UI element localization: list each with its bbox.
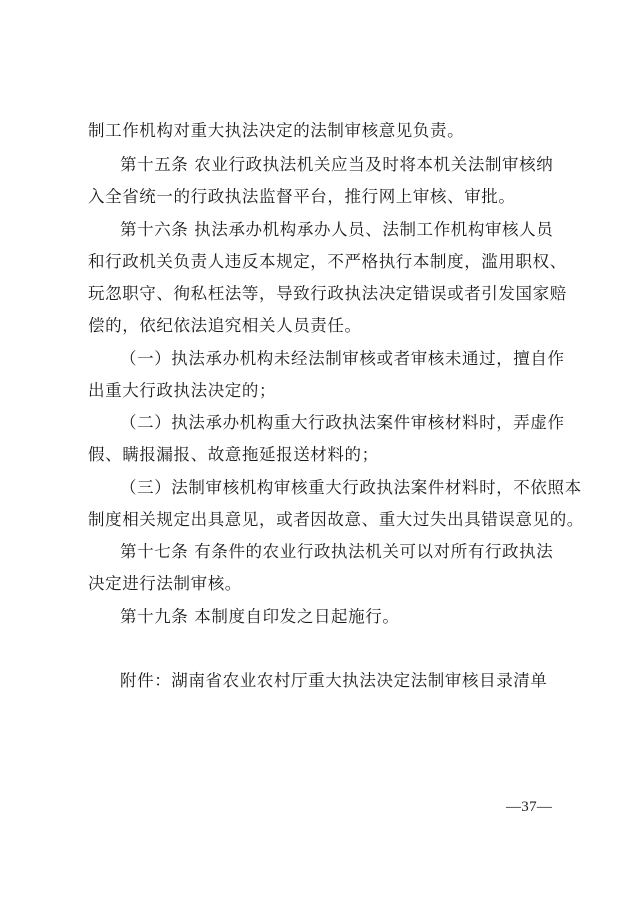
item-1-line-1: （一）执法承办机构未经法制审核或者审核未通过，擅自作 [120,349,565,368]
article-17-line-1: 第十七条 有条件的农业行政执法机关可以对所有行政执法 [120,542,554,561]
item-3-line-2: 制度相关规定出具意见，或者因故意、重大过失出具错误意见的。 [88,510,584,529]
article-15-line-2: 入全省统一的行政执法监督平台，推行网上审核、审批。 [88,187,516,206]
item-2-line-2: 假、瞒报漏报、故意拖延报送材料的； [88,445,379,464]
item-1-line-2: 出重大行政执法决定的； [88,381,277,400]
item-3-line-1: （三）法制审核机构审核重大行政执法案件材料时，不依照本 [120,478,582,497]
item-2-line-1: （二）执法承办机构重大行政执法案件审核材料时，弄虚作 [120,413,565,432]
article-16-line-3: 玩忽职守、徇私枉法等，导致行政执法决定错误或者引发国家赔 [88,284,567,303]
paragraph-continuation-line: 制工作机构对重大执法决定的法制审核意见负责。 [88,121,465,140]
article-16-line-2: 和行政机关负责人违反本规定，不严格执行本制度，滥用职权、 [88,252,567,271]
article-15-line-1: 第十五条 农业行政执法机关应当及时将本机关法制审核纳 [120,155,554,174]
article-16-line-4: 偿的，依纪依法追究相关人员责任。 [88,316,362,335]
article-19-line: 第十九条 本制度自印发之日起施行。 [120,607,400,626]
page-number: —37— [506,799,553,815]
article-17-line-2: 决定进行法制审核。 [88,574,242,593]
article-16-line-1: 第十六条 执法承办机构承办人员、法制工作机构审核人员 [120,220,554,239]
attachment-line: 附件：湖南省农业农村厅重大执法决定法制审核目录清单 [120,671,548,690]
